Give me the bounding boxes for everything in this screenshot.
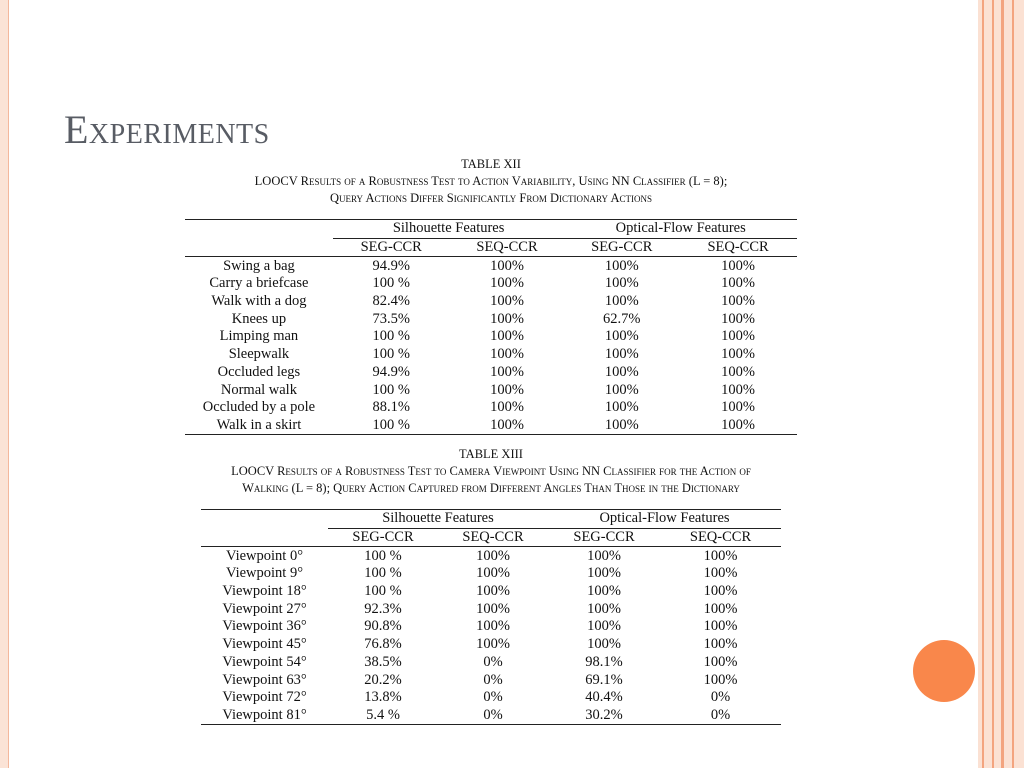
right-decorative-stripes: [978, 0, 1024, 768]
row-label: Swing a bag: [223, 257, 295, 274]
table-row: [201, 618, 781, 636]
table-13-caption: [184, 446, 798, 497]
table-cell: 0%: [483, 653, 503, 670]
table-cell: 100%: [587, 618, 621, 635]
table-cell: 100%: [721, 275, 755, 292]
column-header: SEQ-CCR: [679, 238, 797, 257]
table-cell: 100%: [721, 257, 755, 274]
table-cell: 100 %: [372, 381, 410, 398]
table-cell: 100%: [703, 618, 738, 635]
header-empty: [185, 238, 333, 257]
accent-circle: [913, 640, 975, 702]
table-cell: 100%: [604, 293, 639, 310]
table-row: [201, 547, 781, 565]
table-cell: 100%: [721, 293, 755, 310]
table-cell: 100 %: [333, 417, 450, 435]
table-cell: 100%: [490, 399, 524, 416]
table-cell: 0%: [438, 707, 548, 725]
table-cell: 100%: [476, 636, 510, 653]
header-empty: [201, 510, 328, 529]
table-row: [185, 346, 797, 364]
table-cell: 100%: [587, 583, 621, 600]
slide-title: Experiments: [64, 107, 270, 152]
table-12-body: [185, 257, 797, 435]
header-empty: [185, 220, 333, 239]
table-cell: 38.5%: [364, 653, 402, 670]
table-cell: 100%: [721, 328, 755, 345]
table-cell: 100%: [721, 399, 755, 416]
table-cell: 100%: [476, 600, 510, 617]
table-cell: 100%: [721, 346, 755, 363]
row-label: Normal walk: [220, 381, 297, 398]
row-label: Knees up: [231, 310, 287, 327]
row-label: Viewpoint 63°: [222, 671, 307, 688]
table-cell: 100%: [604, 381, 639, 398]
table-cell: 73.5%: [372, 310, 410, 327]
table-cell: 100%: [490, 346, 524, 363]
row-label: Viewpoint 81°: [201, 707, 328, 725]
row-label: Viewpoint 27°: [222, 600, 307, 617]
table-cell: 88.1%: [372, 399, 410, 416]
table-cell: 100%: [703, 565, 738, 582]
table-cell: 0%: [483, 689, 503, 706]
table-row: [185, 257, 797, 275]
table-cell: 100%: [604, 346, 639, 363]
row-label: Viewpoint 45°: [222, 636, 307, 653]
table-12-caption-line1: LOOCV Results of a Robustness Test to Action Variability, Using NN Classifier (L = 8);: [254, 174, 728, 188]
row-label: Viewpoint 54°: [222, 653, 307, 670]
table-cell: 82.4%: [372, 293, 410, 310]
left-decorative-border: [0, 0, 9, 768]
group-header-optical-flow: Optical-Flow Features: [564, 220, 797, 239]
row-label: Viewpoint 18°: [222, 583, 307, 600]
table-12-caption-line2: Query Actions Differ Significantly From Dictionary Actions: [329, 191, 653, 205]
table-cell: 100%: [604, 363, 639, 380]
row-label: Viewpoint 72°: [222, 689, 307, 706]
table-12-label: TABLE XII: [461, 157, 521, 171]
table-cell: 100%: [679, 417, 797, 435]
table-cell: 100%: [476, 565, 510, 582]
table-cell: 100%: [476, 547, 510, 564]
table-cell: 100%: [476, 618, 510, 635]
row-label: Viewpoint 9°: [225, 565, 304, 582]
table-cell: 92.3%: [364, 600, 402, 617]
row-label: Walk with a dog: [211, 293, 307, 310]
table-cell: 30.2%: [548, 707, 660, 725]
row-label: Viewpoint 0°: [225, 547, 304, 564]
table-cell: 100 %: [372, 328, 410, 345]
table-13-body: [201, 547, 781, 725]
table-cell: 100 %: [372, 275, 410, 292]
table-cell: 100%: [703, 653, 738, 670]
column-header: SEQ-CCR: [438, 528, 548, 547]
column-header: SEQ-CCR: [660, 528, 781, 547]
header-empty: [201, 528, 328, 547]
table-cell: 100%: [587, 600, 621, 617]
column-header: SEQ-CCR: [450, 238, 565, 257]
table-cell: 100%: [587, 636, 621, 653]
column-header: SEG-CCR: [333, 238, 450, 257]
table-cell: 5.4 %: [328, 707, 438, 725]
table-13-caption-line2: Walking (L = 8); Query Action Captured from Different Angles Than Those in the Dictionary: [242, 481, 740, 495]
table-row: [201, 671, 781, 689]
table-cell: 100%: [703, 600, 738, 617]
table-cell: 94.9%: [372, 363, 410, 380]
table-cell: 62.7%: [603, 310, 641, 327]
table-row: [201, 689, 781, 707]
table-row: [201, 636, 781, 654]
table-row: [185, 293, 797, 311]
table-cell: 100%: [703, 547, 738, 564]
table-row: [185, 310, 797, 328]
row-label: Occluded by a pole: [202, 399, 316, 416]
table-cell: 0%: [483, 671, 503, 688]
row-label: Sleepwalk: [228, 346, 290, 363]
table-cell: 100%: [490, 293, 524, 310]
table-cell: 94.9%: [372, 257, 410, 274]
table-cell: 76.8%: [364, 636, 402, 653]
table-cell: 100%: [450, 417, 565, 435]
table-cell: 100%: [587, 547, 621, 564]
table-cell: 100%: [703, 671, 738, 688]
table-cell: 20.2%: [364, 671, 402, 688]
table-cell: 100%: [490, 381, 524, 398]
group-header-silhouette: Silhouette Features: [328, 510, 548, 529]
group-header-optical-flow: Optical-Flow Features: [548, 510, 781, 529]
column-header: SEG-CCR: [328, 528, 438, 547]
table-cell: 90.8%: [364, 618, 402, 635]
table-row: [185, 417, 797, 435]
table-row: [185, 381, 797, 399]
table-cell: 100%: [490, 363, 524, 380]
table-cell: 69.1%: [585, 671, 623, 688]
column-header: SEG-CCR: [564, 238, 679, 257]
table-13: [201, 509, 781, 725]
table-row: [201, 565, 781, 583]
table-cell: 100%: [703, 583, 738, 600]
table-row: [201, 707, 781, 725]
row-label: Limping man: [219, 328, 299, 345]
table-cell: 0%: [710, 689, 731, 706]
table-cell: 100%: [490, 310, 524, 327]
row-label: Viewpoint 36°: [222, 618, 307, 635]
table-cell: 100%: [604, 275, 639, 292]
table-cell: 100 %: [372, 346, 410, 363]
row-label: Walk in a skirt: [185, 417, 333, 435]
table-row: [201, 600, 781, 618]
group-header-silhouette: Silhouette Features: [333, 220, 565, 239]
table-cell: 100%: [476, 583, 510, 600]
row-label: Carry a briefcase: [209, 275, 309, 292]
table-cell: 100%: [721, 310, 755, 327]
table-row: [201, 654, 781, 672]
table-row: [201, 583, 781, 601]
table-row: [185, 328, 797, 346]
table-12-caption: [184, 156, 798, 207]
table-cell: 100%: [564, 417, 679, 435]
table-cell: 100%: [490, 275, 524, 292]
table-cell: 100%: [703, 636, 738, 653]
table-cell: 100%: [721, 363, 755, 380]
table-cell: 100%: [604, 399, 639, 416]
table-cell: 100%: [490, 257, 524, 274]
table-cell: 40.4%: [585, 689, 623, 706]
table-row: [185, 399, 797, 417]
table-cell: 100%: [587, 565, 621, 582]
table-13-caption-line1: LOOCV Results of a Robustness Test to Camera Viewpoint Using NN Classifier for the Action of: [231, 464, 751, 478]
table-row: [185, 364, 797, 382]
table-12: [185, 219, 797, 435]
table-cell: 100%: [490, 328, 524, 345]
table-13-label: TABLE XIII: [459, 447, 523, 461]
table-cell: 100%: [721, 381, 755, 398]
table-cell: 100%: [604, 257, 639, 274]
row-label: Occluded legs: [217, 363, 301, 380]
table-row: [185, 275, 797, 293]
table-cell: 0%: [660, 707, 781, 725]
table-cell: 100 %: [364, 583, 402, 600]
column-header: SEG-CCR: [548, 528, 660, 547]
table-cell: 100 %: [364, 565, 402, 582]
table-cell: 13.8%: [364, 689, 402, 706]
table-cell: 98.1%: [585, 653, 623, 670]
table-cell: 100 %: [364, 547, 402, 564]
table-cell: 100%: [604, 328, 639, 345]
